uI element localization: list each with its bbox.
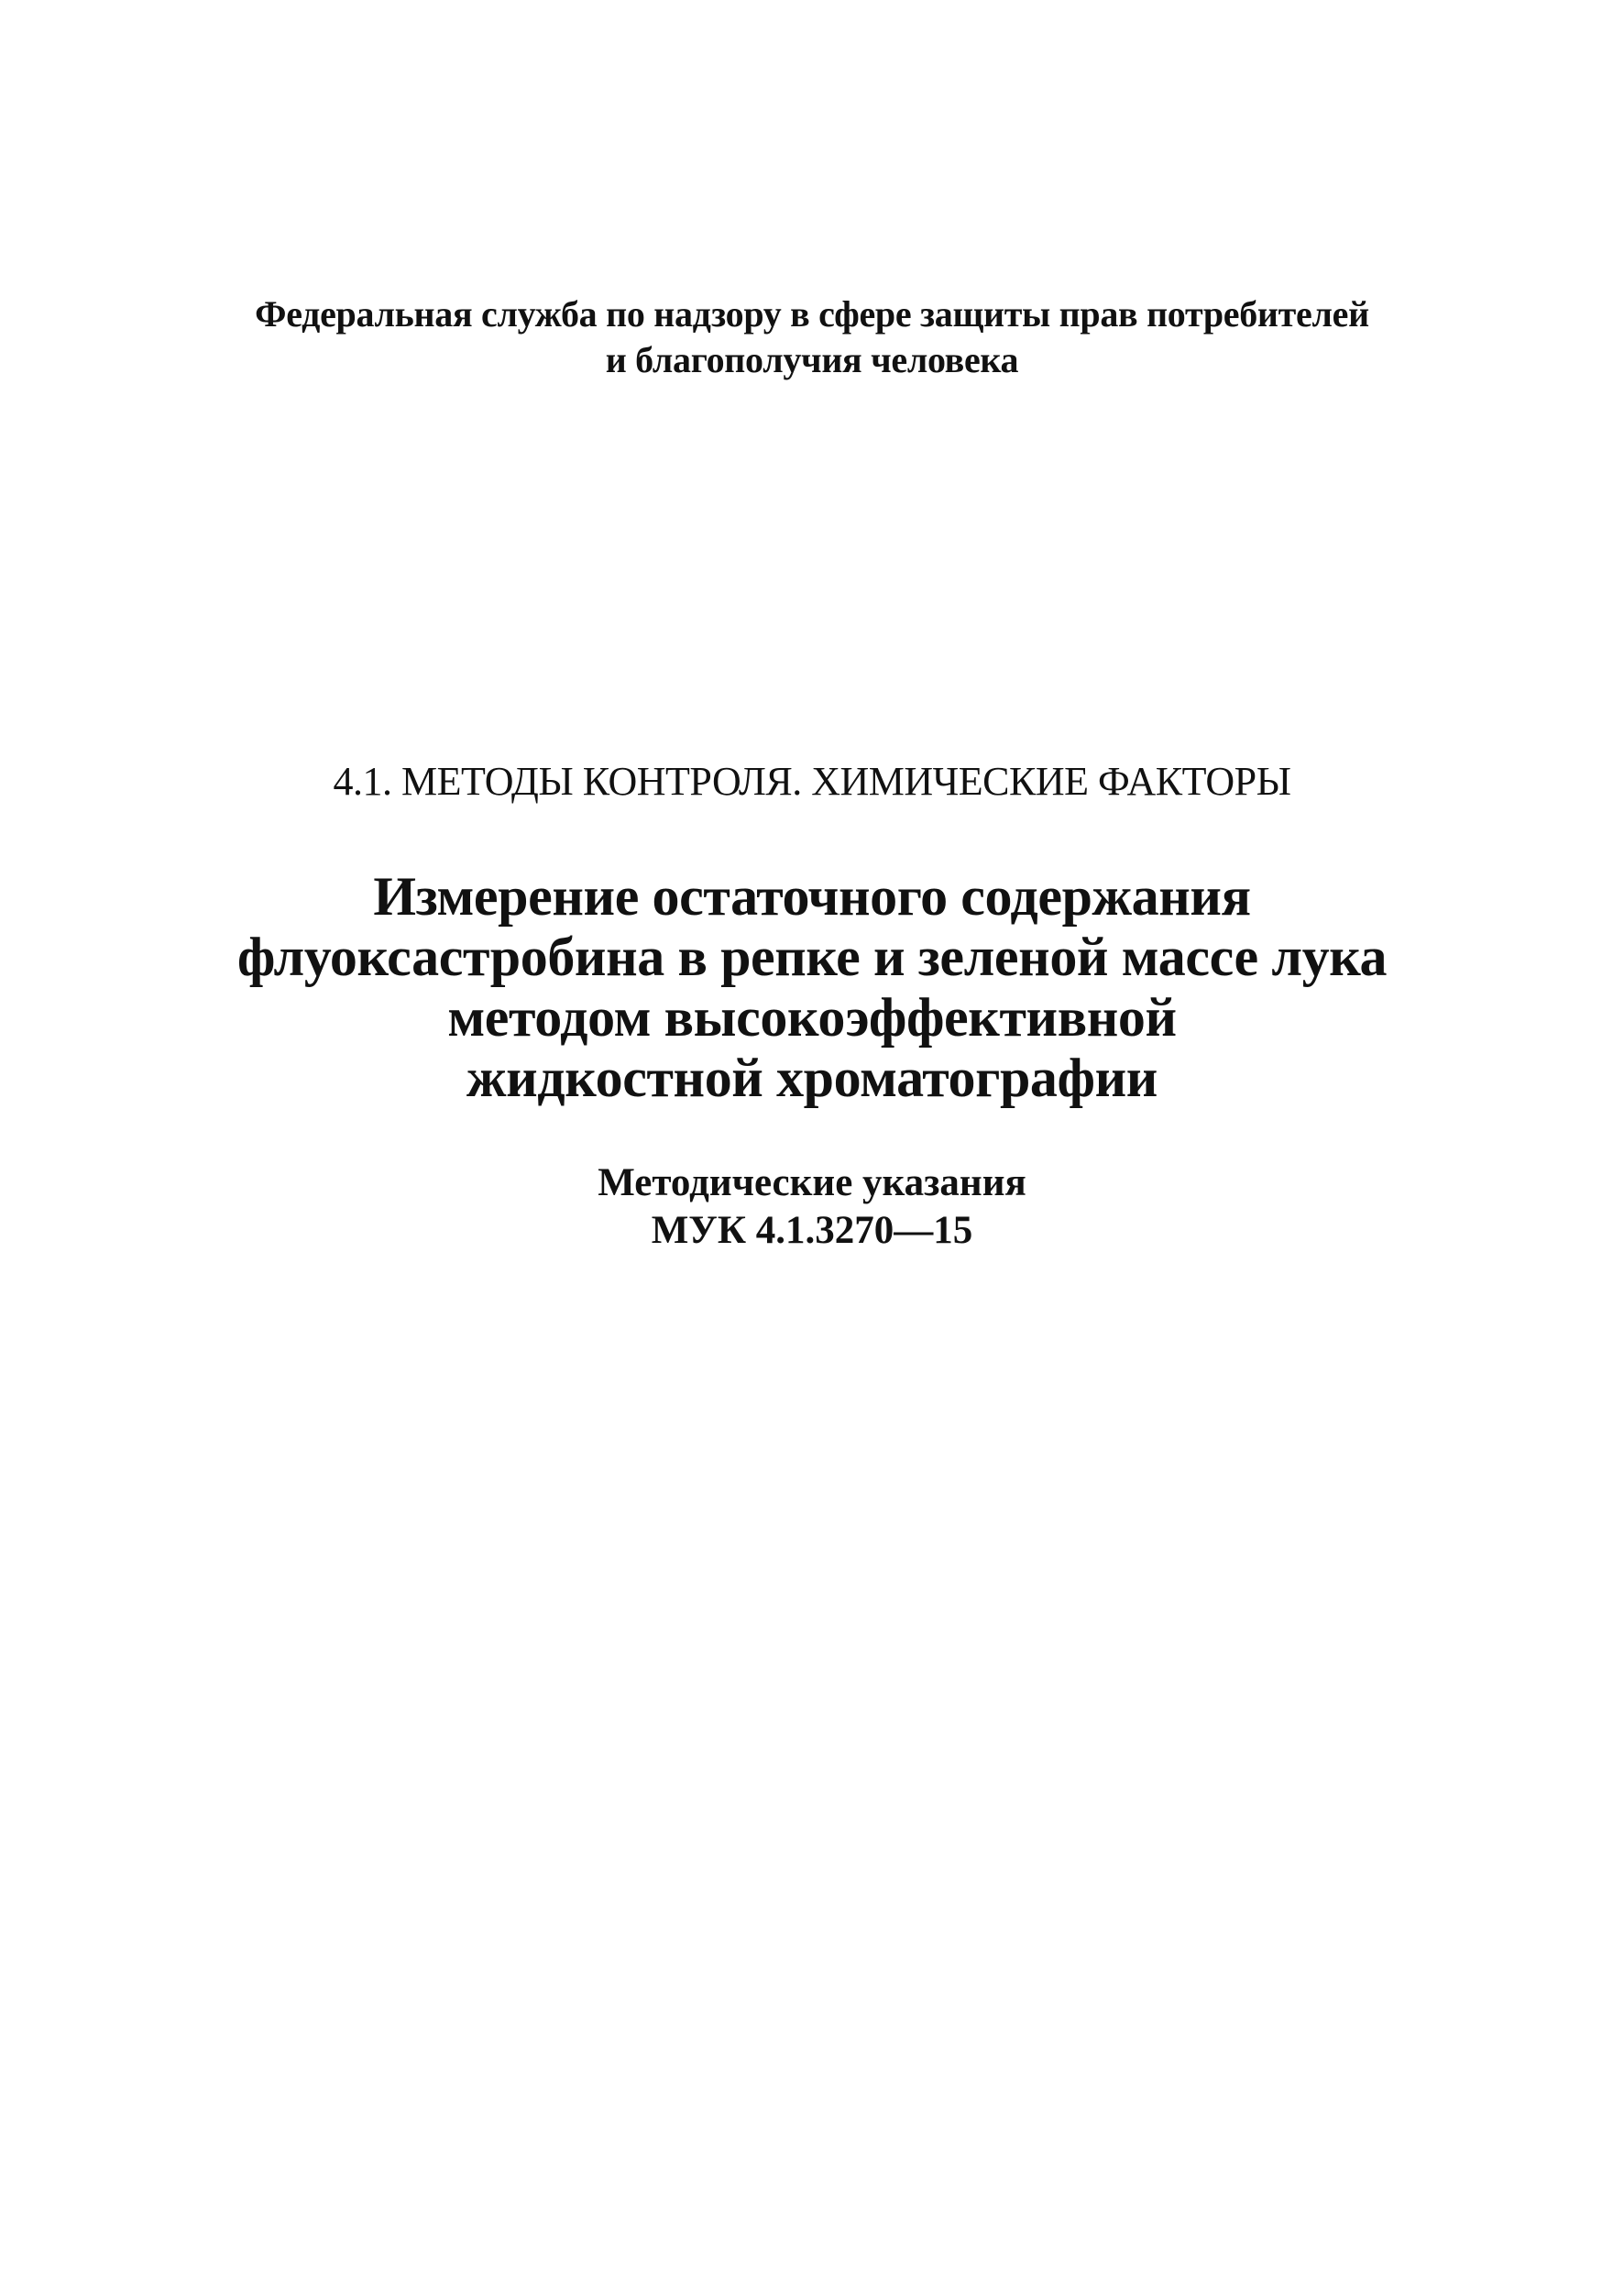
title-line-1: Измерение остаточного содержания [373,866,1251,927]
document-type-label: Методические указания [598,1161,1026,1204]
agency-name [0,291,1624,383]
section-heading: 4.1. МЕТОДЫ КОНТРОЛЯ. ХИМИЧЕСКИЕ ФАКТОРЫ [333,759,1291,804]
agency-name-line-1: Федеральная служба по надзору в сфере защиты прав потребителей [255,293,1369,335]
title-line-3: методом высокоэффективной [447,987,1177,1048]
title-line-4: жидкостной хроматографии [466,1048,1158,1108]
document-type [0,1159,1624,1255]
document-code: МУК 4.1.3270—15 [651,1209,973,1252]
document-title [0,866,1624,1108]
agency-name-line-2: и благополучия человека [605,339,1019,380]
title-line-2: флуоксастробина в репке и зеленой массе лука [236,927,1388,987]
